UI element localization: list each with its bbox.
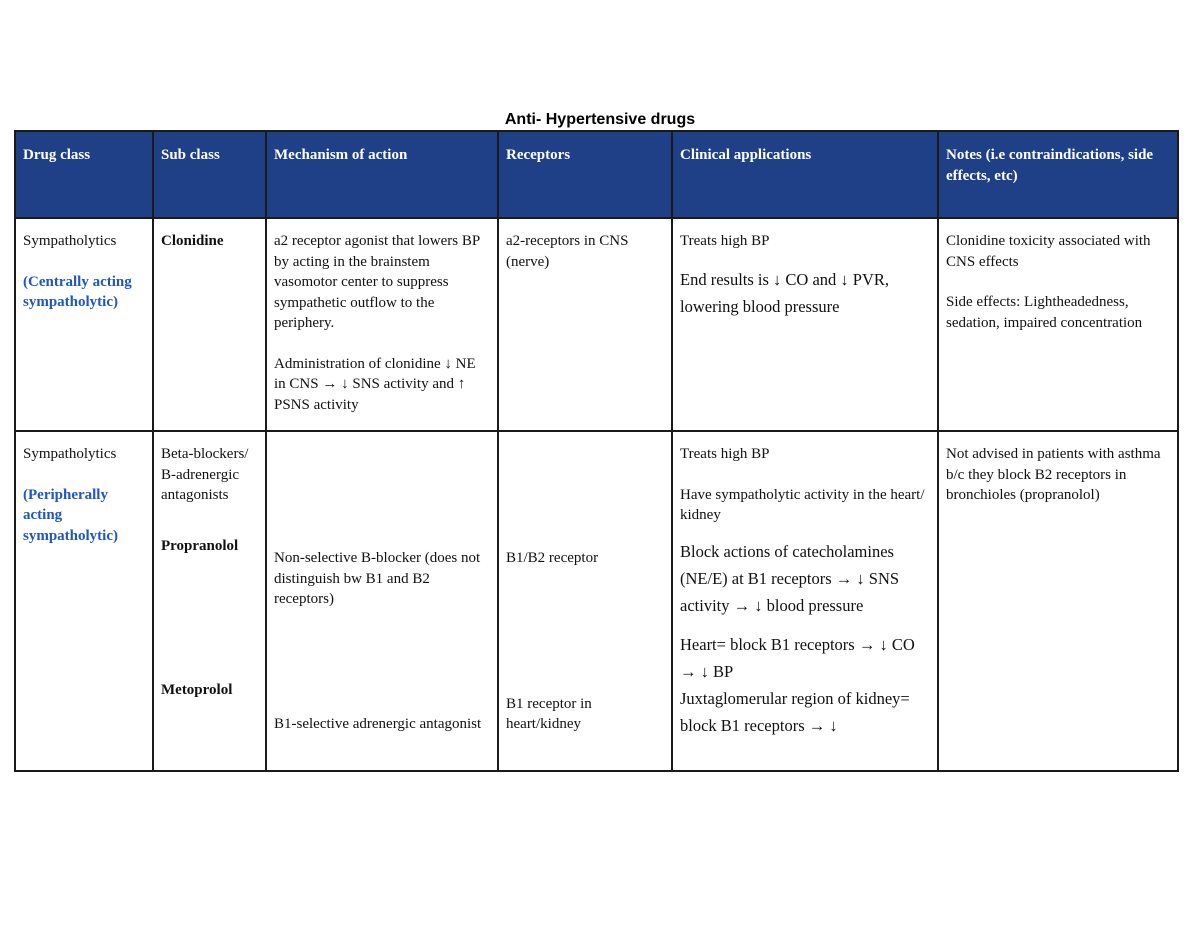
header-clinical: Clinical applications [672, 131, 938, 218]
clinical-cell [672, 218, 938, 431]
header-receptors: Receptors [498, 131, 672, 218]
clinical-text: Juxtaglomerular region of kidney= block B1 receptors → ↓ [680, 688, 910, 735]
drug-class-cell [15, 431, 153, 771]
drug-class: Sympatholytics [23, 446, 117, 462]
notes-cell [938, 431, 1178, 771]
clinical-text: Treats high BP [680, 446, 770, 462]
drug-class-cell [15, 218, 153, 431]
notes-text: Clonidine toxicity associated with CNS effects [946, 233, 1151, 270]
table-row [15, 218, 1178, 431]
drug-class-type: (Peripherally acting sympatholytic) [23, 486, 118, 544]
drug-table [14, 130, 1179, 772]
header-drug-class: Drug class [15, 131, 153, 218]
mechanism-text: Administration of clonidine ↓ NE in CNS → ↓ SNS activity and ↑ PSNS activity [274, 355, 476, 413]
clinical-text: Heart= block B1 receptors → ↓ CO → ↓ BP [680, 634, 915, 681]
notes-text: Side effects: Lightheadedness, sedation, impaired concentration [946, 294, 1143, 331]
mechanism-text: Non-selective B-blocker (does not distinguish bw B1 and B2 receptors) [274, 550, 481, 607]
clinical-text: End results is ↓ CO and ↓ PVR, lowering blood pressure [680, 269, 890, 316]
header-notes: Notes (i.e contraindications, side effects, etc) [938, 131, 1178, 218]
sub-class-cell [153, 218, 266, 431]
drug-name: Propranolol [161, 537, 239, 554]
mechanism-cell [266, 218, 498, 431]
receptors-cell [498, 431, 672, 771]
drug-name: Clonidine [161, 233, 224, 249]
receptors-text: a2-receptors in CNS (nerve) [506, 233, 629, 270]
drug-name: Metoprolol [161, 682, 233, 698]
table-row [15, 431, 1178, 771]
notes-cell [938, 218, 1178, 431]
receptors-text: B1/B2 receptor [506, 550, 599, 566]
document-title: Anti- Hypertensive drugs [504, 111, 696, 128]
mechanism-cell [266, 431, 498, 771]
receptors-cell [498, 218, 672, 431]
header-sub-class: Sub class [153, 131, 266, 218]
table-header-row [15, 131, 1178, 218]
mechanism-text: a2 receptor agonist that lowers BP by acting in the brainstem vasomotor center to suppress sympathetic outflow to the periphery. [274, 233, 480, 331]
subclass-intro: Beta-blockers/ B-adrenergic antagonists [161, 446, 249, 503]
clinical-cell [672, 431, 938, 771]
drug-class: Sympatholytics [23, 233, 117, 249]
header-mechanism: Mechanism of action [266, 131, 498, 218]
receptors-text: B1 receptor in heart/kidney [506, 695, 592, 732]
clinical-text: Treats high BP [680, 233, 770, 249]
drug-class-type: (Centrally acting sympatholytic) [23, 273, 132, 310]
clinical-text: Block actions of catecholamines (NE/E) at B1 receptors → ↓ SNS activity → ↓ blood pressure [680, 541, 900, 615]
sub-class-cell [153, 431, 266, 771]
clinical-text: Have sympatholytic activity in the heart/ kidney [680, 486, 925, 523]
mechanism-text: B1-selective adrenergic antagonist [274, 715, 482, 732]
notes-text: Not advised in patients with asthma b/c they block B2 receptors in bronchioles (propranolol) [946, 446, 1161, 503]
